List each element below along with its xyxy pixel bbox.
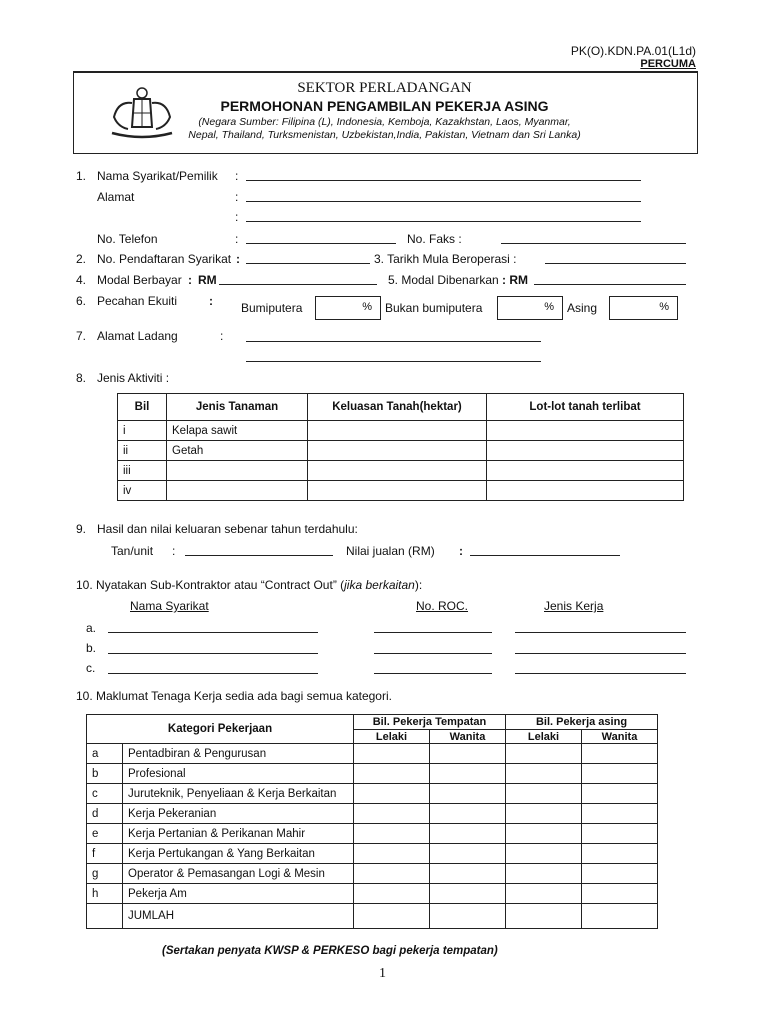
- subcontractor-label: 10. Nyatakan Sub-Kontraktor atau “Contract Out” (jika berkaitan):: [76, 578, 423, 592]
- activity-label: Jenis Aktiviti :: [97, 371, 170, 385]
- count-cell[interactable]: [506, 904, 582, 929]
- category-label: Kerja Pertanian & Perikanan Mahir: [123, 824, 354, 844]
- category-label: Operator & Pemasangan Logi & Mesin: [123, 864, 354, 884]
- sub-company-field[interactable]: [108, 653, 318, 654]
- sub-row-label: a.: [86, 621, 97, 635]
- colon: :: [220, 329, 224, 343]
- local-male-header: Lelaki: [354, 730, 430, 744]
- category-label: Pentadbiran & Pengurusan: [123, 744, 354, 764]
- count-cell[interactable]: [430, 824, 506, 844]
- foreign-male-header: Lelaki: [506, 730, 582, 744]
- sub-roc-field[interactable]: [374, 653, 492, 654]
- workforce-table: [86, 714, 658, 929]
- area-cell[interactable]: [308, 441, 487, 461]
- count-cell[interactable]: [506, 824, 582, 844]
- address-label: Alamat: [97, 190, 135, 204]
- crop-cell[interactable]: [167, 461, 308, 481]
- table-row: [118, 441, 684, 461]
- count-cell[interactable]: [582, 784, 658, 804]
- tonnage-field[interactable]: [185, 555, 333, 556]
- count-cell[interactable]: [506, 784, 582, 804]
- table-row: [87, 884, 658, 904]
- start-date-field[interactable]: [545, 263, 686, 264]
- count-cell[interactable]: [430, 744, 506, 764]
- sub-roc-field[interactable]: [374, 632, 492, 633]
- count-cell[interactable]: [430, 764, 506, 784]
- phone-field[interactable]: [246, 243, 396, 244]
- activity-header-area: Keluasan Tanah(hektar): [308, 394, 487, 421]
- count-cell[interactable]: [430, 784, 506, 804]
- count-cell[interactable]: [582, 744, 658, 764]
- count-cell[interactable]: [430, 844, 506, 864]
- estate-address-field-1[interactable]: [246, 341, 541, 342]
- paid-capital-label: Modal Berbayar: [97, 273, 182, 287]
- table-row: [87, 844, 658, 864]
- count-cell[interactable]: [506, 804, 582, 824]
- q7-number: 7.: [76, 329, 87, 343]
- crop-cell: Kelapa sawit: [167, 421, 308, 441]
- company-name-label: Nama Syarikat/Pemilik: [97, 169, 218, 183]
- table-row: [87, 784, 658, 804]
- count-cell[interactable]: [506, 764, 582, 784]
- workforce-label: 10. Maklumat Tenaga Kerja sedia ada bagi semua kategori.: [76, 689, 392, 703]
- fax-label: No. Faks :: [407, 232, 462, 246]
- table-row: [87, 864, 658, 884]
- registration-field[interactable]: [246, 263, 370, 264]
- category-header: Kategori Pekerjaan: [87, 715, 354, 744]
- count-cell[interactable]: [354, 804, 430, 824]
- sub-company-field[interactable]: [108, 673, 318, 674]
- total-label: JUMLAH: [123, 904, 354, 929]
- bil-cell: iii: [118, 461, 167, 481]
- non-bumiputera-percent-box[interactable]: %: [497, 296, 563, 320]
- phone-label: No. Telefon: [97, 232, 158, 246]
- crop-cell: Getah: [167, 441, 308, 461]
- sub-row-label: c.: [86, 661, 96, 675]
- count-cell[interactable]: [430, 804, 506, 824]
- colon: :: [459, 544, 463, 558]
- colon: :: [235, 190, 239, 204]
- sub-row-label: b.: [86, 641, 97, 655]
- category-label: Kerja Pertukangan & Yang Berkaitan: [123, 844, 354, 864]
- sales-value-field[interactable]: [470, 555, 620, 556]
- category-code: b: [87, 764, 123, 784]
- q9-number: 9.: [76, 522, 87, 536]
- category-code: h: [87, 884, 123, 904]
- count-cell[interactable]: [354, 864, 430, 884]
- category-code: d: [87, 804, 123, 824]
- bil-cell: i: [118, 421, 167, 441]
- category-label: Juruteknik, Penyeliaan & Kerja Berkaitan: [123, 784, 354, 804]
- area-cell[interactable]: [308, 481, 487, 501]
- count-cell[interactable]: [582, 804, 658, 824]
- local-female-header: Wanita: [430, 730, 506, 744]
- equity-label: Pecahan Ekuiti: [97, 294, 178, 308]
- estate-address-field-2[interactable]: [246, 361, 541, 362]
- activity-header-lots: Lot-lot tanah terlibat: [487, 394, 684, 421]
- area-cell[interactable]: [308, 421, 487, 441]
- paid-capital-field[interactable]: [219, 284, 377, 285]
- sub-work-field[interactable]: [515, 632, 686, 633]
- colon: :: [236, 252, 240, 266]
- count-cell[interactable]: [354, 884, 430, 904]
- free-label: PERCUMA: [640, 58, 696, 70]
- q6-number: 6.: [76, 294, 87, 308]
- colon: :: [188, 273, 192, 287]
- sub-work-field[interactable]: [515, 653, 686, 654]
- total-row: [87, 904, 658, 929]
- registration-label: No. Pendaftaran Syarikat: [97, 252, 232, 266]
- category-code: f: [87, 844, 123, 864]
- main-title: PERMOHONAN PENGAMBILAN PEKERJA ASING: [220, 98, 549, 114]
- category-code: a: [87, 744, 123, 764]
- foreign-percent-box[interactable]: %: [609, 296, 678, 320]
- company-name-field[interactable]: [246, 180, 641, 181]
- count-cell[interactable]: [582, 884, 658, 904]
- table-row: [87, 804, 658, 824]
- category-code: [87, 904, 123, 929]
- sales-value-label: Nilai jualan (RM): [346, 544, 435, 558]
- foreign-female-header: Wanita: [582, 730, 658, 744]
- table-row: [87, 824, 658, 844]
- colon: :: [172, 544, 176, 558]
- count-cell[interactable]: [354, 784, 430, 804]
- address-field-1[interactable]: [246, 201, 641, 202]
- count-cell[interactable]: [582, 764, 658, 784]
- count-cell[interactable]: [506, 884, 582, 904]
- sub-roc-field[interactable]: [374, 673, 492, 674]
- authorised-capital-label: 5. Modal Dibenarkan: [388, 273, 499, 287]
- estate-address-label: Alamat Ladang: [97, 329, 178, 343]
- source-countries-line2: Nepal, Thailand, Turksmenistan, Uzbekistan,India, Pakistan, Vietnam dan Sri Lanka): [188, 129, 581, 141]
- attachment-note: (Sertakan penyata KWSP & PERKESO bagi pekerja tempatan): [162, 945, 498, 957]
- lots-cell[interactable]: [487, 481, 684, 501]
- area-cell[interactable]: [308, 461, 487, 481]
- q2-number: 2.: [76, 252, 87, 266]
- bil-cell: ii: [118, 441, 167, 461]
- colon: :: [235, 169, 239, 183]
- tonnage-label: Tan/unit: [111, 544, 154, 558]
- lots-cell[interactable]: [487, 461, 684, 481]
- count-cell[interactable]: [354, 844, 430, 864]
- fax-field[interactable]: [501, 243, 686, 244]
- source-countries-line1: (Negara Sumber: Filipina (L), Indonesia, Kemboja, Kazakhstan, Laos, Myanmar,: [198, 116, 571, 128]
- count-cell[interactable]: [582, 864, 658, 884]
- count-cell[interactable]: [430, 884, 506, 904]
- local-workers-header: Bil. Pekerja Tempatan: [354, 715, 506, 730]
- activity-header-bil: Bil: [118, 394, 167, 421]
- foreign-workers-header: Bil. Pekerja asing: [506, 715, 658, 730]
- start-date-label: 3. Tarikh Mula Beroperasi :: [374, 252, 517, 266]
- count-cell[interactable]: [430, 904, 506, 929]
- bil-cell: iv: [118, 481, 167, 501]
- table-row: [118, 481, 684, 501]
- category-code: e: [87, 824, 123, 844]
- count-cell[interactable]: [354, 904, 430, 929]
- table-row: [118, 421, 684, 441]
- category-label: Pekerja Am: [123, 884, 354, 904]
- category-label: Kerja Pekeranian: [123, 804, 354, 824]
- sub-col-roc: No. ROC.: [416, 599, 469, 613]
- authorised-capital-field[interactable]: [534, 284, 686, 285]
- activity-header-crop: Jenis Tanaman: [167, 394, 308, 421]
- count-cell[interactable]: [582, 824, 658, 844]
- sub-company-field[interactable]: [108, 632, 318, 633]
- form-code: PK(O).KDN.PA.01(L1d): [570, 44, 696, 58]
- category-code: c: [87, 784, 123, 804]
- category-label: Profesional: [123, 764, 354, 784]
- count-cell[interactable]: [354, 764, 430, 784]
- sub-col-work: Jenis Kerja: [544, 599, 604, 613]
- sector-title: SEKTOR PERLADANGAN: [297, 80, 472, 96]
- address-field-2[interactable]: [246, 221, 641, 222]
- foreign-equity-label: Asing: [567, 301, 598, 315]
- colon: :: [235, 232, 239, 246]
- bumiputera-percent-box[interactable]: %: [315, 296, 381, 320]
- sub-col-company: Nama Syarikat: [130, 599, 209, 613]
- count-cell[interactable]: [430, 864, 506, 884]
- bumiputera-label: Bumiputera: [241, 301, 303, 315]
- count-cell[interactable]: [506, 864, 582, 884]
- count-cell[interactable]: [582, 904, 658, 929]
- non-bumiputera-label: Bukan bumiputera: [385, 301, 483, 315]
- paid-capital-currency: RM: [198, 273, 217, 287]
- colon: :: [209, 294, 213, 308]
- count-cell[interactable]: [506, 744, 582, 764]
- page-number: 1: [379, 966, 386, 981]
- table-row: [87, 744, 658, 764]
- count-cell[interactable]: [354, 744, 430, 764]
- q1-number: 1.: [76, 169, 87, 183]
- authorised-capital-currency: : RM: [502, 273, 528, 287]
- q4-number: 4.: [76, 273, 87, 287]
- lots-cell[interactable]: [487, 441, 684, 461]
- crop-cell[interactable]: [167, 481, 308, 501]
- count-cell[interactable]: [354, 824, 430, 844]
- lots-cell[interactable]: [487, 421, 684, 441]
- table-row: [118, 461, 684, 481]
- q8-number: 8.: [76, 371, 87, 385]
- category-code: g: [87, 864, 123, 884]
- output-label: Hasil dan nilai keluaran sebenar tahun terdahulu:: [97, 522, 358, 536]
- sub-work-field[interactable]: [515, 673, 686, 674]
- count-cell[interactable]: [582, 844, 658, 864]
- colon: :: [235, 210, 239, 224]
- table-row: [87, 764, 658, 784]
- activity-table: [117, 393, 684, 501]
- count-cell[interactable]: [506, 844, 582, 864]
